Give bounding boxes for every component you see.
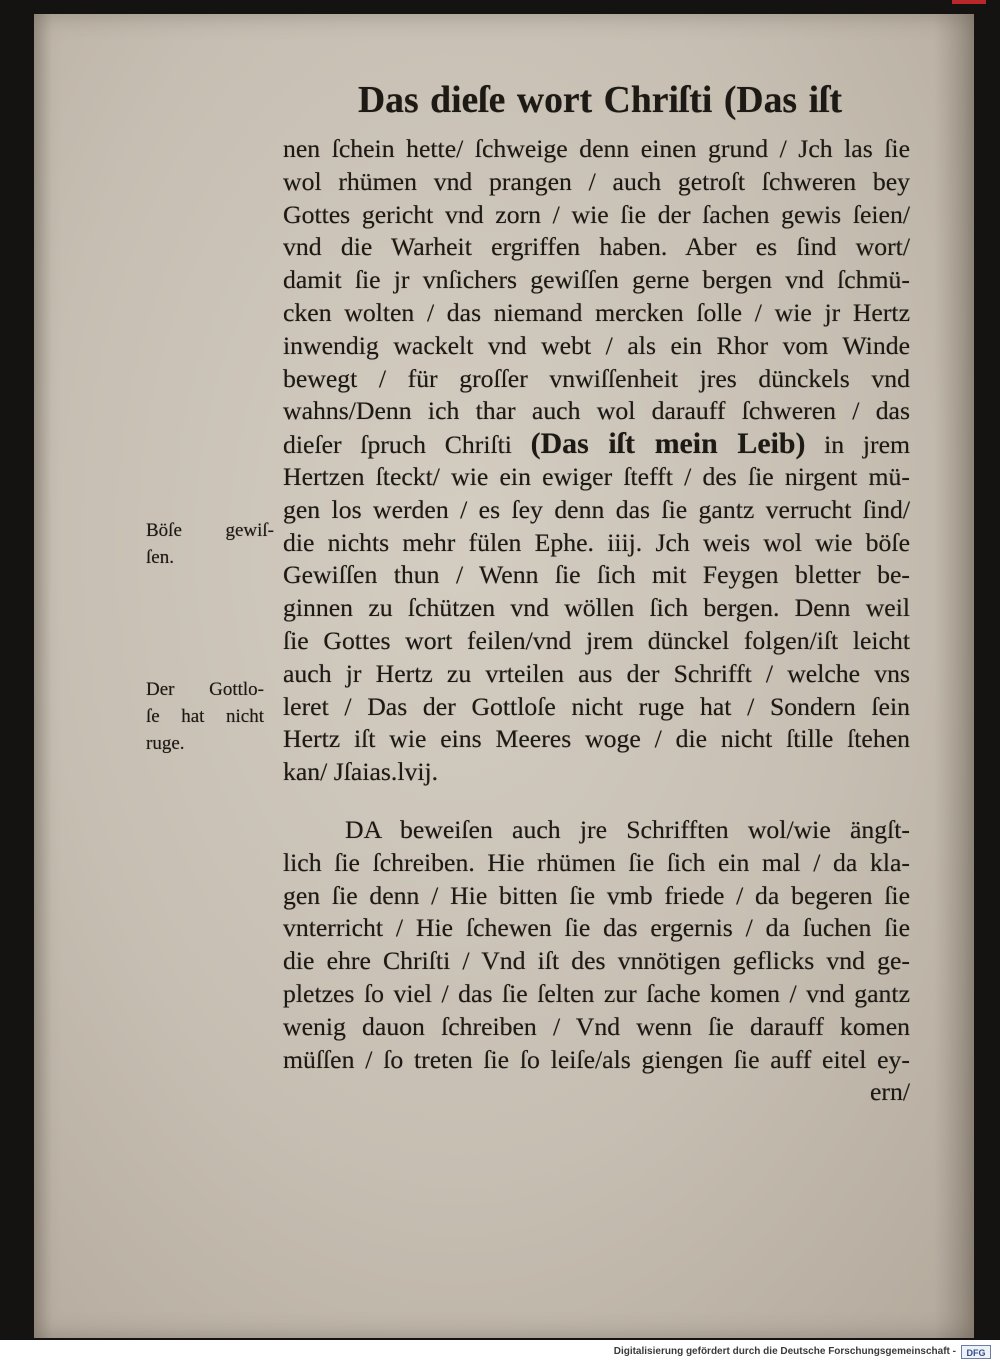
text-line-content: ſie Gottes wort feilen/vnd jrem dünckel folgen/iſt leicht	[283, 625, 910, 655]
text-line-content: gen los werden / es ſey denn das ſie gantz verrucht ſind/	[283, 494, 910, 524]
text-line	[283, 527, 910, 560]
text-line-content: die ehre Chriſti / Vnd iſt des vnnötigen geflicks vnd ge-	[283, 946, 910, 976]
text-line	[283, 199, 910, 232]
text-line	[283, 625, 910, 658]
text-line-content: gen ſie denn / Hie bitten ſie vmb friede / da begeren ſie	[283, 880, 910, 910]
text-line-content: bewegt / für groſſer vnwiſſenheit jres dünckels vnd	[283, 363, 910, 393]
text-line-content: wol rhümen vnd prangen / auch getroſt ſchweren bey	[283, 166, 910, 196]
text-line-content: Hertz iſt wie eins Meeres woge / die nicht ſtille ſtehen	[283, 724, 910, 754]
dfg-logo: DFG	[961, 1345, 991, 1359]
emphasized-quote: (Das iſt mein Leib)	[530, 427, 806, 461]
text-line-content: damit ſie jr vnſichers gewiſſen gerne bergen vnd ſchmü-	[283, 265, 910, 295]
text-line	[283, 847, 910, 880]
text-line-content: ginnen zu ſchützen vnd wöllen ſich bergen. Denn weil	[283, 593, 910, 623]
text-line	[283, 1011, 910, 1044]
text-line-content: müſſen / ſo treten ſie ſo leiſe/als giengen ſie auff eitel ey-	[283, 1044, 910, 1074]
paragraph-2	[283, 814, 910, 1109]
text-line-indented	[345, 814, 910, 847]
text-line	[283, 945, 910, 978]
text-line-content: pletzes ſo viel / das ſie ſelten zur ſache komen / vnd gantz	[283, 978, 910, 1008]
running-head	[358, 76, 842, 124]
catchword	[283, 1076, 910, 1109]
text-line	[283, 723, 910, 756]
text-line	[283, 1044, 910, 1077]
text-line	[283, 330, 910, 363]
text-line-content: die nichts mehr fülen Ephe. iiij. Jch weis wol wie böſe	[283, 527, 910, 557]
text-line	[283, 658, 910, 691]
running-head-text: Das dieſe wort Chriſti (Das iſt	[358, 79, 842, 121]
text-line	[283, 592, 910, 625]
text-line-content: kan/ Jſaias.lvij.	[283, 757, 439, 787]
margin-note-line: Böſe gewiſ-	[146, 520, 274, 541]
text-line	[283, 166, 910, 199]
text-line-content: inwendig wackelt vnd webt / als ein Rhor vom Winde	[283, 330, 910, 360]
margin-note-line: ſen.	[146, 547, 174, 568]
text-line	[283, 231, 910, 264]
text-line	[283, 297, 910, 330]
text-line-content: cken wolten / das niemand mercken ſolle / wie jr Hertz	[283, 297, 910, 327]
paragraph-1	[283, 133, 910, 789]
text-line	[283, 428, 910, 461]
margin-note-line: Der Gottlo-	[146, 679, 264, 700]
text-line-segment: in jrem	[805, 430, 911, 460]
text-line-content: vnterricht / Hie ſchewen ſie das ergernis / da ſuchen ſie	[283, 913, 910, 943]
text-line	[283, 395, 910, 428]
margin-note-line: ruge.	[146, 733, 185, 754]
text-line-content: Gewiſſen thun / Wenn ſie ſich mit Feygen bletter be-	[283, 560, 910, 590]
margin-note-line: ſe hat nicht	[146, 706, 264, 727]
text-line	[283, 133, 910, 166]
text-line	[283, 559, 910, 592]
text-line-content: vnd die Warheit ergriffen haben. Aber es ſind wort/	[283, 232, 910, 262]
text-line	[283, 880, 910, 913]
text-line-content: wahns/Denn ich thar auch wol darauff ſchweren / das	[283, 396, 910, 426]
footer-credit: Digitalisierung gefördert durch die Deutsche Forschungsgemeinschaft -	[613, 1346, 956, 1357]
text-line	[283, 363, 910, 396]
text-line	[283, 264, 910, 297]
text-line-content	[283, 427, 911, 461]
margin-note-evil-conscience	[146, 517, 274, 571]
text-line	[283, 461, 910, 494]
text-line-segment: dieſer ſpruch Chriſti	[283, 430, 531, 460]
catchword-text: ern/	[869, 1077, 910, 1107]
text-line	[283, 912, 910, 945]
text-line-content: nen ſchein hette/ ſchweige denn einen grund / Jch las ſie	[283, 134, 910, 163]
text-line	[283, 494, 910, 527]
text-line-content: leret / Das der Gottloſe nicht ruge hat / Sondern ſein	[283, 691, 910, 721]
scan-edge-mark	[952, 0, 986, 4]
text-line-content: Gottes gericht vnd zorn / wie ſie der ſachen gewis ſeien/	[283, 199, 910, 229]
text-line-content: wenig dauon ſchreiben / Vnd wenn ſie darauff komen	[283, 1011, 910, 1041]
footer-band	[0, 1340, 1000, 1365]
text-line-content: lich ſie ſchreiben. Hie rhümen ſie ſich ein mal / da kla-	[283, 847, 910, 877]
text-line-last	[283, 756, 910, 789]
text-line-content: auch jr Hertz zu vrteilen aus der Schrifft / welche vns	[283, 658, 910, 688]
text-line-content: DA beweiſen auch jre Schrifften wol/wie ängſt-	[345, 815, 910, 844]
text-line-content: Hertzen ſteckt/ wie ein ewiger ſtefft / des ſie nirgent mü-	[283, 461, 910, 491]
text-line	[283, 978, 910, 1011]
margin-note-godless	[146, 676, 264, 757]
text-line	[283, 691, 910, 724]
